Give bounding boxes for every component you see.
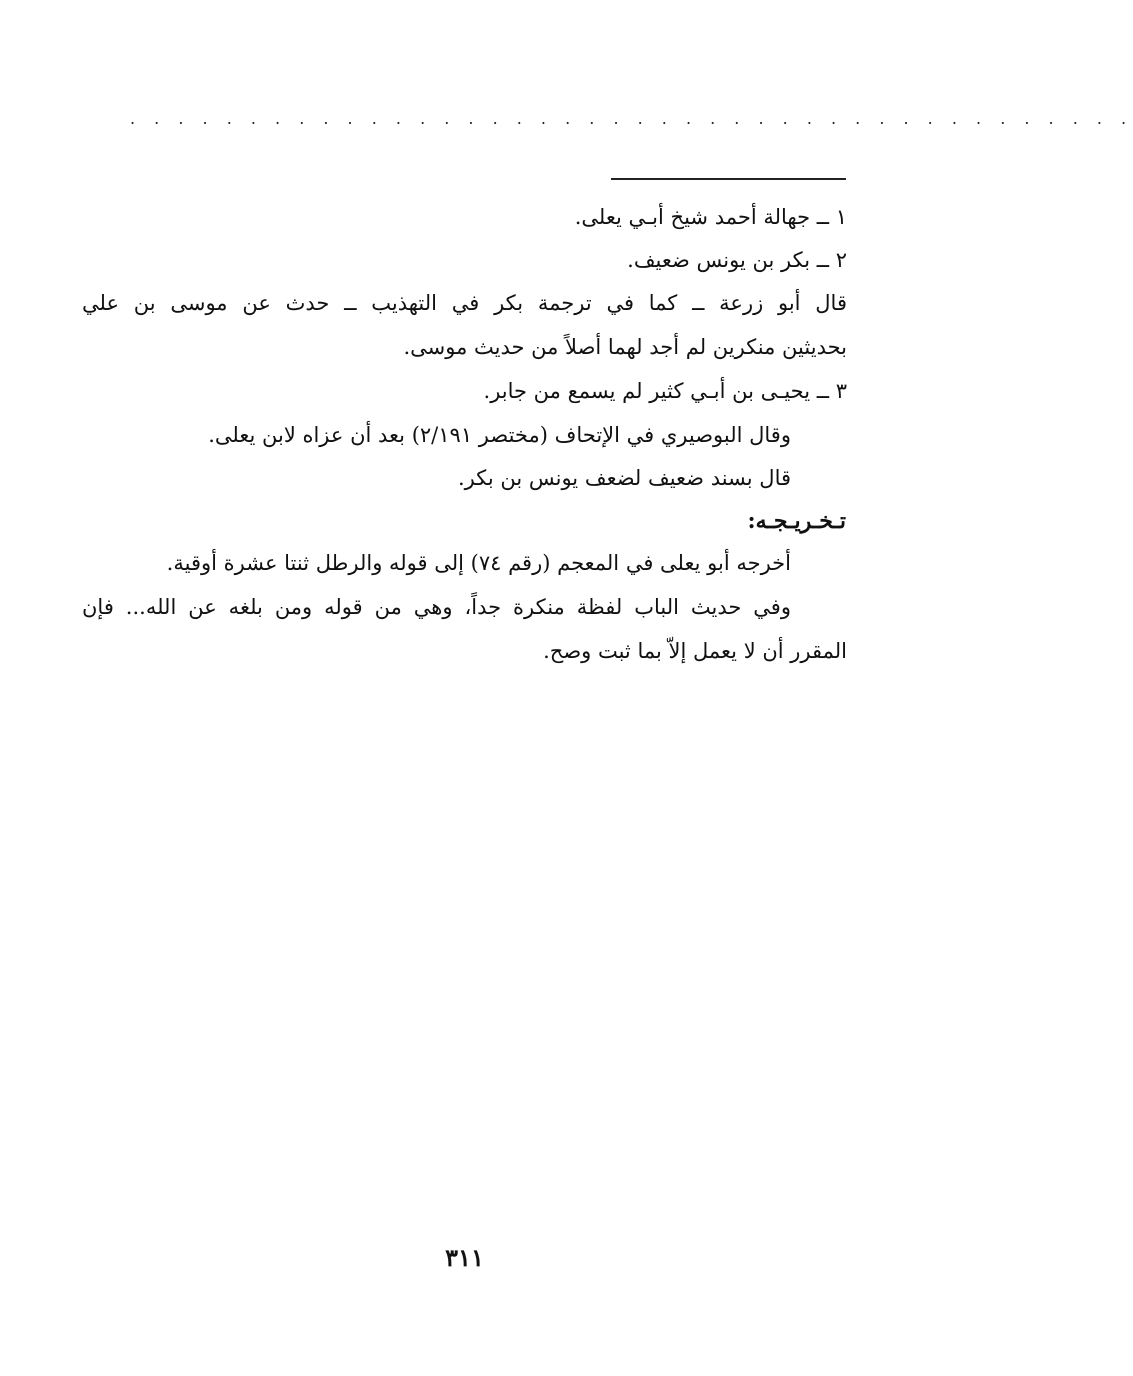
page-number: ٣١١	[445, 1243, 484, 1272]
takhrij-line-2: وفي حديث الباب لفظة منكرة جداً، وهي من قوله ومن بلغه عن الله... فإن	[82, 595, 791, 619]
note-item-3: ٣ ــ يحيـى بن أبـي كثير لم يسمع من جابر.	[483, 379, 847, 403]
note-item-3-detail-line-1: وقال البوصيري في الإتحاف (مختصر ٢/١٩١) بعد أن عزاه لابن يعلى.	[208, 423, 791, 447]
note-item-2: ٢ ــ بكر بن يونس ضعيف.	[627, 248, 847, 272]
footnote-rule	[611, 178, 846, 180]
note-item-1: ١ ــ جهالة أحمد شيخ أبـي يعلى.	[574, 205, 847, 229]
takhrij-heading: تـخـريـجـه:	[747, 508, 846, 534]
note-item-2-detail-line-1: قال أبو زرعة ــ كما في ترجمة بكر في التهذيب ــ حدث عن موسى بن علي	[82, 291, 847, 315]
takhrij-line-1: أخرجه أبو يعلى في المعجم (رقم ٧٤) إلى قوله والرطل ثنتا عشرة أوقية.	[166, 551, 791, 575]
takhrij-line-3: المقرر أن لا يعمل إلاّ بما ثبت وصح.	[543, 639, 847, 663]
note-item-3-detail-line-2: قال بسند ضعيف لضعف يونس بن بكر.	[457, 466, 791, 490]
footnote-separator-dots: . . . . . . . . . . . . . . . . . . . . . . . . . . . . . . . . . . . . . . . . . .	[130, 109, 1133, 128]
note-item-2-detail-line-2: بحديثين منكرين لم أجد لهما أصلاً من حديث موسى.	[403, 335, 847, 359]
